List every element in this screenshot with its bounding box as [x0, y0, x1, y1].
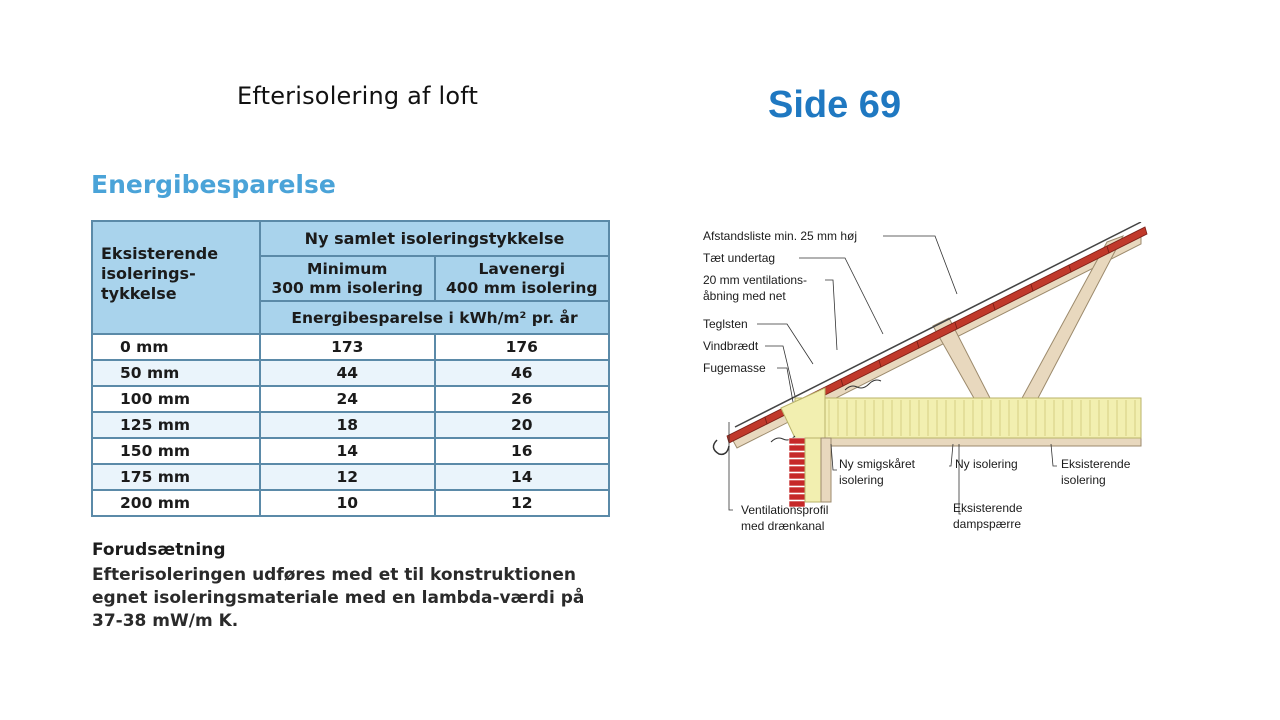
assumption-heading: Forudsætning — [92, 540, 226, 560]
underlay-line — [735, 222, 1141, 427]
brick — [789, 487, 805, 493]
table-row — [92, 412, 609, 438]
label-bevelled-insulation: Ny smigskåret — [839, 457, 916, 471]
gutter — [713, 440, 729, 454]
low-energy-column-header — [435, 256, 610, 301]
label-spacer-batten: Afstandsliste min. 25 mm høj — [703, 229, 858, 243]
thickness-cell: 125 mm — [92, 412, 260, 438]
label-existing-insulation: isolering — [1061, 473, 1106, 487]
label-vapour-barrier: Eksisterende — [953, 501, 1023, 515]
table-body — [92, 334, 609, 516]
minimum-column-header — [260, 256, 435, 301]
low-energy-savings-cell: 14 — [435, 464, 610, 490]
wall-inner-leaf — [821, 438, 831, 502]
existing-header-line: Eksisterende — [101, 244, 219, 263]
low-energy-savings-cell: 176 — [435, 334, 610, 360]
assumption-line: egnet isoleringsmateriale med en lambda-værdi på — [92, 588, 585, 608]
thickness-cell: 150 mm — [92, 438, 260, 464]
table-row — [92, 360, 609, 386]
thickness-cell: 100 mm — [92, 386, 260, 412]
minimum-savings-cell: 10 — [260, 490, 435, 516]
label-sealant: Fugemasse — [703, 361, 766, 375]
page-reference: Side 69 — [768, 84, 902, 126]
slide-title: Efterisolering af loft — [237, 82, 479, 110]
assumption-line: 37-38 mW/m K. — [92, 611, 239, 631]
minimum-header-line: 300 mm isolering — [271, 278, 424, 297]
label-roof-tiles: Teglsten — [703, 317, 748, 331]
energy-unit-header: Energibesparelse i kWh/m² pr. år — [260, 301, 609, 334]
label-ventilation-profile: med drænkanal — [741, 519, 825, 533]
existing-thickness-header — [92, 221, 260, 334]
brick — [789, 480, 805, 486]
assumption-text — [92, 564, 612, 633]
low-energy-savings-cell: 16 — [435, 438, 610, 464]
low-energy-header-line: 400 mm isolering — [445, 278, 598, 297]
thickness-cell: 200 mm — [92, 490, 260, 516]
label-vapour-barrier: dampspærre — [953, 517, 1022, 531]
table-row — [92, 464, 609, 490]
minimum-header-line: Minimum — [307, 259, 388, 278]
table-row — [92, 490, 609, 516]
label-barge-board: Vindbrædt — [703, 339, 759, 353]
brick — [789, 473, 805, 479]
low-energy-savings-cell: 46 — [435, 360, 610, 386]
label-ventilation-gap: åbning med net — [703, 289, 786, 303]
assumption-line: Efterisoleringen udføres med et til konstruktionen — [92, 565, 577, 585]
new-thickness-header: Ny samlet isoleringstykkelse — [260, 221, 609, 256]
thickness-cell: 175 mm — [92, 464, 260, 490]
label-ventilation-gap: 20 mm ventilations- — [703, 273, 808, 287]
table-row — [92, 334, 609, 360]
minimum-savings-cell: 24 — [260, 386, 435, 412]
energy-savings-table — [91, 220, 610, 517]
minimum-savings-cell: 44 — [260, 360, 435, 386]
brick — [789, 459, 805, 465]
minimum-savings-cell: 18 — [260, 412, 435, 438]
minimum-savings-cell: 12 — [260, 464, 435, 490]
minimum-savings-cell: 173 — [260, 334, 435, 360]
low-energy-header-line: Lavenergi — [478, 259, 566, 278]
thickness-cell: 0 mm — [92, 334, 260, 360]
energy-heading: Energibesparelse — [91, 170, 336, 199]
thickness-cell: 50 mm — [92, 360, 260, 386]
low-energy-savings-cell: 20 — [435, 412, 610, 438]
assumption-block — [92, 540, 612, 633]
wall-insulation — [805, 438, 821, 502]
low-energy-savings-cell: 26 — [435, 386, 610, 412]
label-new-insulation: Ny isolering — [955, 457, 1018, 471]
existing-header-line: isolerings- — [101, 264, 196, 283]
label-underlay: Tæt undertag — [703, 251, 776, 265]
brick — [789, 438, 805, 444]
table-row — [92, 386, 609, 412]
label-existing-insulation: Eksisterende — [1061, 457, 1131, 471]
label-ventilation-profile: Ventilationsprofil — [741, 503, 829, 517]
existing-header-line: tykkelse — [101, 284, 177, 303]
brick — [789, 466, 805, 472]
brick — [789, 452, 805, 458]
low-energy-savings-cell: 12 — [435, 490, 610, 516]
brick-wall — [789, 438, 805, 507]
minimum-savings-cell: 14 — [260, 438, 435, 464]
roof-section-diagram — [695, 222, 1155, 542]
table-row — [92, 438, 609, 464]
brick — [789, 445, 805, 451]
label-bevelled-insulation: isolering — [839, 473, 884, 487]
brick — [789, 494, 805, 500]
